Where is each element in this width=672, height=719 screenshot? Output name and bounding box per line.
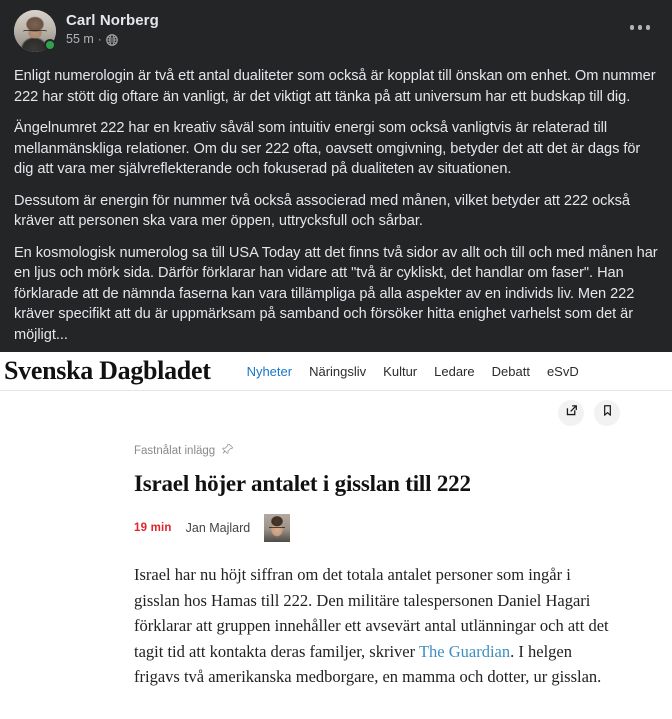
article-headline[interactable]: Israel höjer antalet i gisslan till 222 (134, 471, 471, 496)
nav-item-esvd[interactable]: eSvD (546, 363, 579, 379)
share-button[interactable] (558, 400, 584, 426)
post-body (14, 66, 658, 345)
nav-item-debatt[interactable]: Debatt (491, 363, 530, 379)
bookmark-icon (601, 404, 614, 422)
online-status-indicator (44, 39, 56, 51)
article-byline (134, 514, 672, 542)
nav-item-nyheter[interactable]: Nyheter (246, 363, 293, 379)
author-photo-glasses (269, 527, 285, 532)
ellipsis-dot-2 (638, 25, 643, 30)
article-author[interactable]: Jan Majlard (185, 521, 251, 535)
pin-icon (222, 443, 234, 458)
post-paragraph: Ängelnumret 222 har en kreativ såväl som intuitiv energi som också vanligtvis är relaterad till mellanmänskliga relationer. Om du ser 222 ofta, oavsett omgivning, betyder det att det är dags för dig att vara mer självreflekterande och fokuserad på dualiteten av situationen. (14, 120, 641, 177)
ellipsis-dot-3 (646, 25, 651, 30)
post-timestamp[interactable]: 55 m (66, 32, 94, 46)
post-header (14, 10, 658, 60)
post-author-meta (66, 10, 159, 48)
post-paragraph: Dessutom är energin för nummer två också associerad med månen, vilket betyder att 222 också kräver att personen ska vara mer öppen, uttrycksfull och sårbar. (14, 192, 630, 229)
svd-logo[interactable]: Svenska Dagbladet (4, 356, 211, 385)
nav-item-ledare[interactable]: Ledare (434, 363, 475, 379)
post-options-menu[interactable] (624, 19, 657, 36)
post-author-name[interactable]: Carl Norberg (66, 12, 159, 29)
svd-article-card (0, 352, 672, 719)
post-timestamp-row (66, 31, 159, 48)
ellipsis-dot-1 (630, 25, 635, 30)
pinned-post-label: Fastnålat inlägg (134, 444, 216, 457)
separator-dot: · (97, 32, 102, 46)
avatar[interactable] (14, 10, 56, 52)
bookmark-button[interactable] (594, 400, 620, 426)
article-time-ago: 19 min (134, 522, 172, 534)
article-body-text-1: Israel har nu höjt siffran om det totala antalet personer som ingår i gisslan hos Hamas till 222. Den militäre talespersonen Daniel Hagari förklarar att gruppen innehåller ett avsevärt antal utlänningar och att det tagit tid att kontakta deras familjer, skriver (134, 565, 609, 661)
svd-header (0, 352, 672, 391)
nav-item-kultur[interactable]: Kultur (383, 363, 418, 379)
nav-item-naringsliv[interactable]: Näringsliv (309, 363, 367, 379)
author-photo (264, 514, 290, 542)
article-body (134, 562, 614, 690)
post-paragraph: En kosmologisk numerolog sa till USA Today att det finns två sidor av allt och till och med månen har en ljus och mörk sida. Därför förklarar han vidare att "två är cykliskt, det handlar om faser". Han förklarade att de nämnda faserna kan vara tillämpliga på alla aspekter av en individs liv. Men 222 kräver specifikt att du är uppmärksam på samband och försöker hitta enighet varhelst som det är möjligt... (14, 244, 658, 343)
avatar-glasses (23, 30, 47, 36)
article-body-text-2: . I helgen frigavs två amerikanska medborgare, en mamma och dotter, ur gisslan. (134, 641, 602, 686)
share-icon (565, 404, 578, 422)
article-content (0, 391, 672, 690)
article-body-link[interactable]: The Guardian (418, 641, 511, 661)
article-action-buttons (558, 400, 620, 426)
pinned-post-label-row (134, 443, 672, 458)
facebook-post (0, 0, 672, 352)
post-paragraph: Enligt numerologin är två ett antal dualiteter som också är kopplat till önskan om enhet. Om nummer 222 har stött dig oftare än vanligt, är det viktigt att tänka på att universum har ett budskap till dig. (14, 68, 656, 105)
svd-navigation (247, 364, 579, 379)
globe-icon[interactable] (106, 34, 118, 46)
